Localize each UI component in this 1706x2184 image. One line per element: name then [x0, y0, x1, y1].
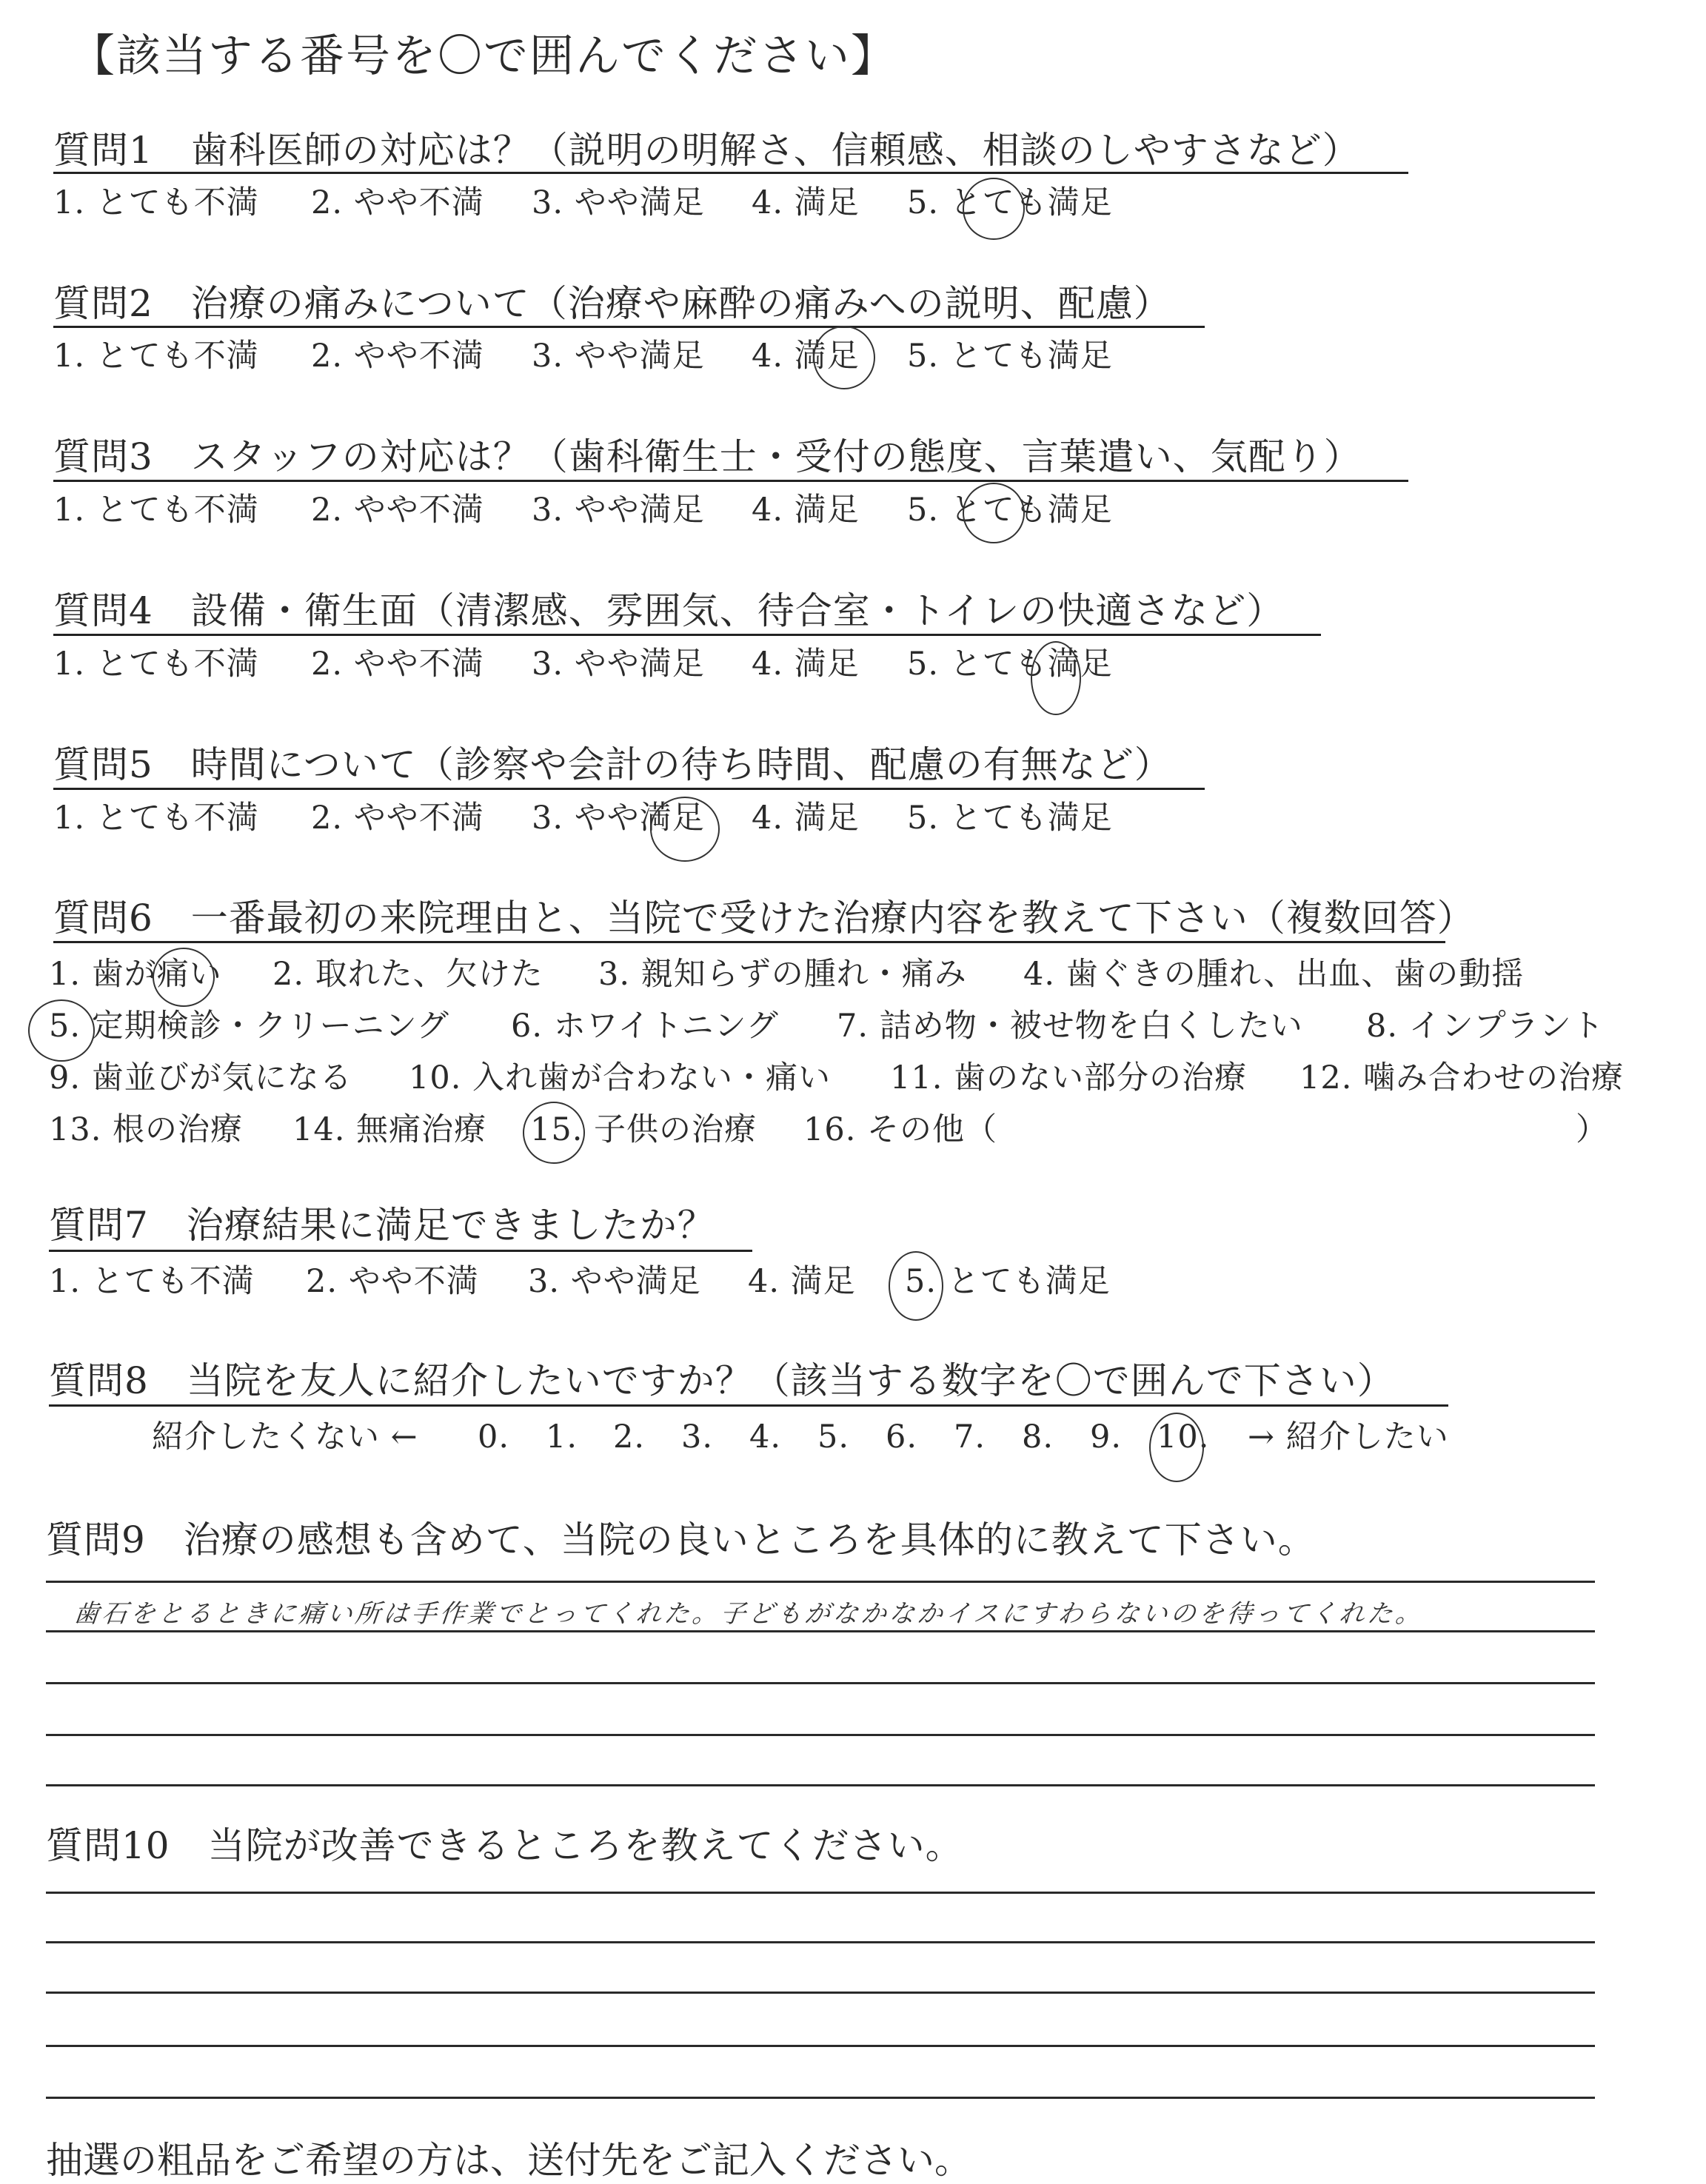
q9-write-line-4	[46, 1734, 1595, 1736]
question-1-heading: 質問1 歯科医師の対応は？（説明の明解さ、信頼感、相談のしやすさなど）	[53, 129, 1360, 172]
question-2-heading: 質問2 治療の痛みについて（治療や麻酔の痛みへの説明、配慮）	[53, 282, 1171, 325]
q6-option-5[interactable]: 5. 定期検診・クリーニング	[49, 1008, 449, 1045]
q3-option-2[interactable]: 2. やや不満	[311, 492, 484, 529]
q10-write-line-2[interactable]	[46, 1941, 1595, 1943]
question-4-underline	[53, 634, 1321, 636]
q8-option-1[interactable]: 1.	[546, 1418, 578, 1456]
q8-option-10[interactable]: 10.	[1157, 1418, 1210, 1456]
q6-selection-circle-15	[523, 1102, 585, 1164]
q6-option-13[interactable]: 13. 根の治療	[49, 1111, 244, 1148]
question-9-heading: 質問9 治療の感想も含めて、当院の良いところを具体的に教えて下さい。	[46, 1518, 1316, 1561]
q3-option-1[interactable]: 1. とても不満	[53, 492, 259, 529]
q5-option-4[interactable]: 4. 満足	[752, 800, 860, 837]
q2-option-3[interactable]: 3. やや満足	[532, 338, 705, 375]
q8-option-4[interactable]: 4.	[749, 1418, 782, 1456]
q7-option-3[interactable]: 3. やや満足	[528, 1263, 701, 1300]
q8-option-7[interactable]: 7.	[954, 1418, 986, 1456]
q6-option-9[interactable]: 9. 歯並びが気になる	[49, 1059, 352, 1096]
q8-left-label: 紹介したくない ←	[152, 1418, 418, 1456]
q3-option-5[interactable]: 5. とても満足	[907, 492, 1113, 529]
question-10-heading: 質問10 当院が改善できるところを教えてください。	[46, 1824, 963, 1867]
q7-option-5[interactable]: 5. とても満足	[905, 1263, 1111, 1300]
q8-option-0[interactable]: 0.	[478, 1418, 510, 1456]
question-5-underline	[53, 788, 1205, 790]
q6-option-2[interactable]: 2. 取れた、欠けた	[272, 956, 543, 993]
q6-option-1[interactable]: 1. 歯が痛い	[49, 956, 222, 993]
q6-selection-circle-5	[28, 999, 95, 1062]
gift-request-instruction: 抽選の粗品をご希望の方は、送付先をご記入ください。	[46, 2139, 971, 2182]
q9-handwritten-answer[interactable]: 歯石をとるときに痛い所は手作業でとってくれた。子どもがなかなかイスにすわらないのを待ってくれた。	[72, 1599, 1425, 1629]
q6-option-16-close: ）	[1576, 1111, 1608, 1148]
question-1-underline	[53, 172, 1408, 174]
q10-write-line-1[interactable]	[46, 1892, 1595, 1894]
q2-selection-circle	[813, 326, 875, 389]
question-3-underline	[53, 480, 1408, 482]
question-7-heading: 質問7 治療結果に満足できましたか？	[49, 1204, 715, 1247]
q2-option-5[interactable]: 5. とても満足	[907, 338, 1113, 375]
question-8-heading: 質問8 当院を友人に紹介したいですか？（該当する数字を〇で囲んで下さい）	[49, 1359, 1395, 1402]
q8-option-3[interactable]: 3.	[681, 1418, 714, 1456]
q6-option-6[interactable]: 6. ホワイトニング	[511, 1008, 779, 1045]
q5-option-3[interactable]: 3. やや満足	[532, 800, 705, 837]
q9-write-line-3	[46, 1682, 1595, 1684]
page-title: 【該当する番号を〇で囲んでください】	[70, 30, 897, 82]
q3-selection-circle	[963, 483, 1025, 543]
q8-option-6[interactable]: 6.	[886, 1418, 918, 1456]
question-2-underline	[53, 326, 1205, 328]
q10-write-line-5[interactable]	[46, 2097, 1595, 2099]
question-6-underline	[53, 941, 1445, 943]
q6-selection-circle-1	[153, 948, 215, 1007]
q8-right-label: → 紹介したい	[1248, 1418, 1449, 1456]
question-6-heading: 質問6 一番最初の来院理由と、当院で受けた治療内容を教えて下さい（複数回答）	[53, 897, 1475, 939]
q1-selection-circle	[963, 178, 1025, 240]
q4-option-2[interactable]: 2. やや不満	[311, 646, 484, 683]
question-3-heading: 質問3 スタッフの対応は？（歯科衛生士・受付の態度、言葉遣い、気配り）	[53, 435, 1362, 478]
q6-option-15[interactable]: 15. 子供の治療	[530, 1111, 757, 1148]
q8-option-8[interactable]: 8.	[1022, 1418, 1054, 1456]
q6-option-3[interactable]: 3. 親知らずの腫れ・痛み	[598, 956, 967, 993]
q7-option-2[interactable]: 2. やや不満	[306, 1263, 479, 1300]
question-8-underline	[49, 1404, 1448, 1407]
q6-option-8[interactable]: 8. インプラント	[1366, 1008, 1605, 1045]
q5-option-5[interactable]: 5. とても満足	[907, 800, 1113, 837]
question-5-heading: 質問5 時間について（診察や会計の待ち時間、配慮の有無など）	[53, 743, 1172, 786]
q6-option-12[interactable]: 12. 噛み合わせの治療	[1299, 1059, 1625, 1096]
q9-write-line-2	[46, 1630, 1595, 1632]
q1-option-1[interactable]: 1. とても不満	[53, 184, 259, 221]
q4-option-4[interactable]: 4. 満足	[752, 646, 860, 683]
q6-option-14[interactable]: 14. 無痛治療	[292, 1111, 487, 1148]
q2-option-2[interactable]: 2. やや不満	[311, 338, 484, 375]
q4-option-1[interactable]: 1. とても不満	[53, 646, 259, 683]
q6-option-4[interactable]: 4. 歯ぐきの腫れ、出血、歯の動揺	[1023, 956, 1525, 993]
q5-option-1[interactable]: 1. とても不満	[53, 800, 259, 837]
q1-option-5[interactable]: 5. とても満足	[907, 184, 1113, 221]
q5-selection-circle	[650, 797, 720, 862]
q7-option-1[interactable]: 1. とても不満	[49, 1263, 255, 1300]
q2-option-1[interactable]: 1. とても不満	[53, 338, 259, 375]
q3-option-4[interactable]: 4. 満足	[752, 492, 860, 529]
q1-option-3[interactable]: 3. やや満足	[532, 184, 705, 221]
q4-option-3[interactable]: 3. やや満足	[532, 646, 705, 683]
q7-option-4[interactable]: 4. 満足	[748, 1263, 856, 1300]
question-4-heading: 質問4 設備・衛生面（清潔感、雰囲気、待合室・トイレの快適さなど）	[53, 589, 1285, 632]
q6-option-11[interactable]: 11. 歯のない部分の治療	[890, 1059, 1248, 1096]
q3-option-3[interactable]: 3. やや満足	[532, 492, 705, 529]
q4-selection-circle	[1031, 641, 1081, 715]
q8-selection-circle	[1149, 1413, 1204, 1482]
q6-option-16[interactable]: 16. その他（	[803, 1111, 998, 1148]
q5-option-2[interactable]: 2. やや不満	[311, 800, 484, 837]
q10-write-line-4[interactable]	[46, 2045, 1595, 2047]
q8-option-9[interactable]: 9.	[1090, 1418, 1123, 1456]
q10-write-line-3[interactable]	[46, 1992, 1595, 1994]
q2-option-4[interactable]: 4. 満足	[752, 338, 860, 375]
question-7-underline	[49, 1250, 752, 1252]
q6-option-10[interactable]: 10. 入れ歯が合わない・痛い	[409, 1059, 832, 1096]
q4-option-5[interactable]: 5. とても満足	[907, 646, 1113, 683]
q9-write-line-5	[46, 1784, 1595, 1786]
q1-option-2[interactable]: 2. やや不満	[311, 184, 484, 221]
q8-option-2[interactable]: 2.	[613, 1418, 646, 1456]
q1-option-4[interactable]: 4. 満足	[752, 184, 860, 221]
q6-option-7[interactable]: 7. 詰め物・被せ物を白くしたい	[837, 1008, 1303, 1045]
q9-write-line-1	[46, 1581, 1595, 1583]
q7-selection-circle	[889, 1251, 943, 1321]
q8-option-5[interactable]: 5.	[817, 1418, 850, 1456]
